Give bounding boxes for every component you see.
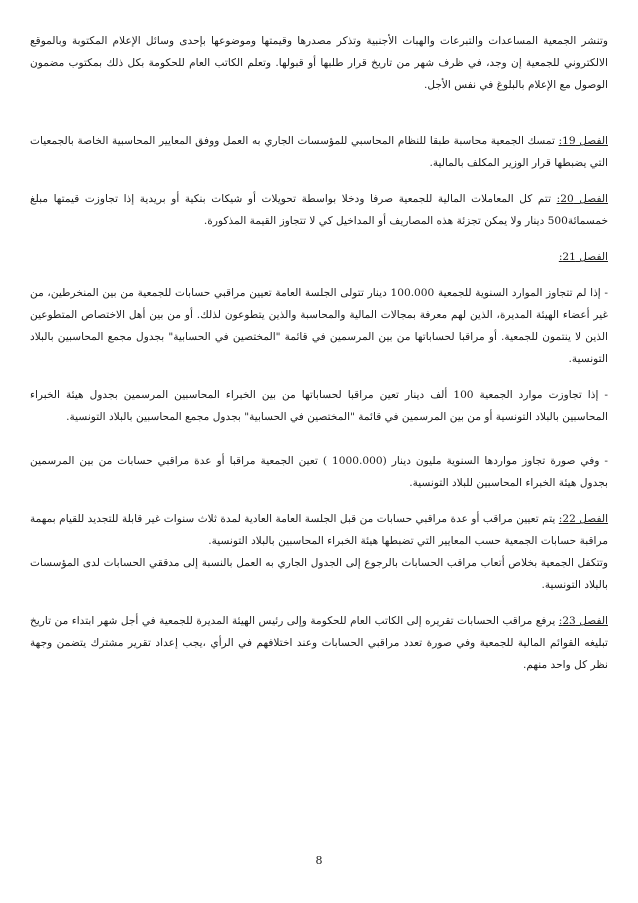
article-19-text: تمسك الجمعية محاسبة طبقا للنظام المحاسبي للمؤسسات الجاري به العمل ووفق المعايير المحاسبية الخاصة بالجمعيات التي يضبطها قرار الوزير المكلف بالمالية. bbox=[30, 135, 608, 169]
spacer bbox=[30, 268, 608, 282]
spacer bbox=[30, 96, 608, 130]
article-21-heading bbox=[30, 246, 608, 268]
article-23 bbox=[30, 610, 608, 676]
article-21-label: الفصل 21: bbox=[558, 251, 608, 263]
article-21-item: - إذا لم تتجاوز الموارد السنوية للجمعية 100.000 دينار تتولى الجلسة العامة تعيين مراقبي حسابات للجمعية من بين المنخرطين، من غير أعضاء الهيئة المديرة، الذين لهم معرفة بمجالات المالية والمحاسبة والذين يتطوعون لذلك. أو من بين أهل الاختصاص المتطوعين الذين لا ينتمون للجمعية. أو مراقبا لحساباتها من بين المرسمين في قائمة "المختصين في الحسابية" بجدول مجمع المحاسبين بالبلاد التونسية. bbox=[30, 287, 608, 365]
article-20-text: تتم كل المعاملات المالية للجمعية صرفا ودخلا بواسطة تحويلات أو شيكات بنكية أو بريدية إذا تجاوزت قيمتها مبلغ خمسمائة500 دينار ولا يمكن تجزئة هذه المصاريف أو المداخيل كي لا تتجاوز القيمة المذكورة. bbox=[30, 193, 608, 227]
spacer bbox=[30, 494, 608, 508]
article-19-label: الفصل 19: bbox=[558, 135, 608, 147]
intro-paragraph: وتنشر الجمعية المساعدات والتبرعات والهبات الأجنبية وتذكر مصدرها وقيمتها وموضوعها بإحدى وسائل الإعلام المكتوبة وبالموقع الالكتروني للجمعية إن وجد، في ظرف شهر من تاريخ قرار طلبها أو قبولها. وتعلم الكاتب العام للحكومة بكل ذلك بمكتوب مضمون الوصول مع الإعلام بالبلوغ في نفس الأجل. bbox=[30, 35, 608, 91]
spacer bbox=[30, 370, 608, 384]
article-22-text-2: وتتكفل الجمعية بخلاص أتعاب مراقب الحسابات بالرجوع إلى الجدول الجاري به العمل بالنسبة إلى مدققي الحسابات لدى المؤسسات بالبلاد التونسية. bbox=[30, 557, 608, 591]
article-23-label: الفصل 23: bbox=[558, 615, 608, 627]
document-page bbox=[30, 30, 608, 883]
article-20-label: الفصل 20: bbox=[556, 193, 608, 205]
article-23-text: يرفع مراقب الحسابات تقريره إلى الكاتب العام للحكومة وإلى رئيس الهيئة المديرة للجمعية في أجل شهر ابتداء من تاريخ تبليغه القوائم المالية للجمعية وفي صورة تعدد مراقبي الحسابات وعند اختلافهم في الرأي ،يجب إعداد تقرير مشترك يتضمن وجهة نظر كل واحد منهم. bbox=[30, 615, 608, 671]
article-21-item: - إذا تجاوزت موارد الجمعية 100 ألف دينار تعين مراقبا لحساباتها من بين الخبراء المحاسبين المرسمين بجدول هيئة الخبراء المحاسبين بالبلاد التونسية أو من بين المرسمين في قائمة "المختصين في الحسابية" بجدول مجمع المحاسبين بالبلاد التونسية. bbox=[30, 389, 608, 423]
article-22 bbox=[30, 508, 608, 552]
spacer bbox=[30, 596, 608, 610]
article-20 bbox=[30, 188, 608, 232]
page-number: 8 bbox=[315, 854, 323, 867]
article-21-item: - وفي صورة تجاوز مواردها السنوية مليون دينار (1000.000 ) تعين الجمعية مراقبا أو عدة مراقبي حسابات من بين المرسمين بجدول هيئة الخبراء المحاسبين للبلاد التونسية. bbox=[30, 455, 608, 489]
article-22-label: الفصل 22: bbox=[558, 513, 609, 525]
spacer bbox=[30, 428, 608, 450]
spacer bbox=[30, 232, 608, 246]
article-22-text: يتم تعيين مراقب أو عدة مراقبي حسابات من قبل الجلسة العامة العادية لمدة ثلاث سنوات غير قابلة للتجديد للقيام بمهمة مراقبة حسابات الجمعية حسب المعايير التي تضبطها هيئة الخبراء المحاسبين بالبلاد التونسية. bbox=[30, 513, 608, 547]
spacer bbox=[30, 174, 608, 188]
article-19 bbox=[30, 130, 608, 174]
